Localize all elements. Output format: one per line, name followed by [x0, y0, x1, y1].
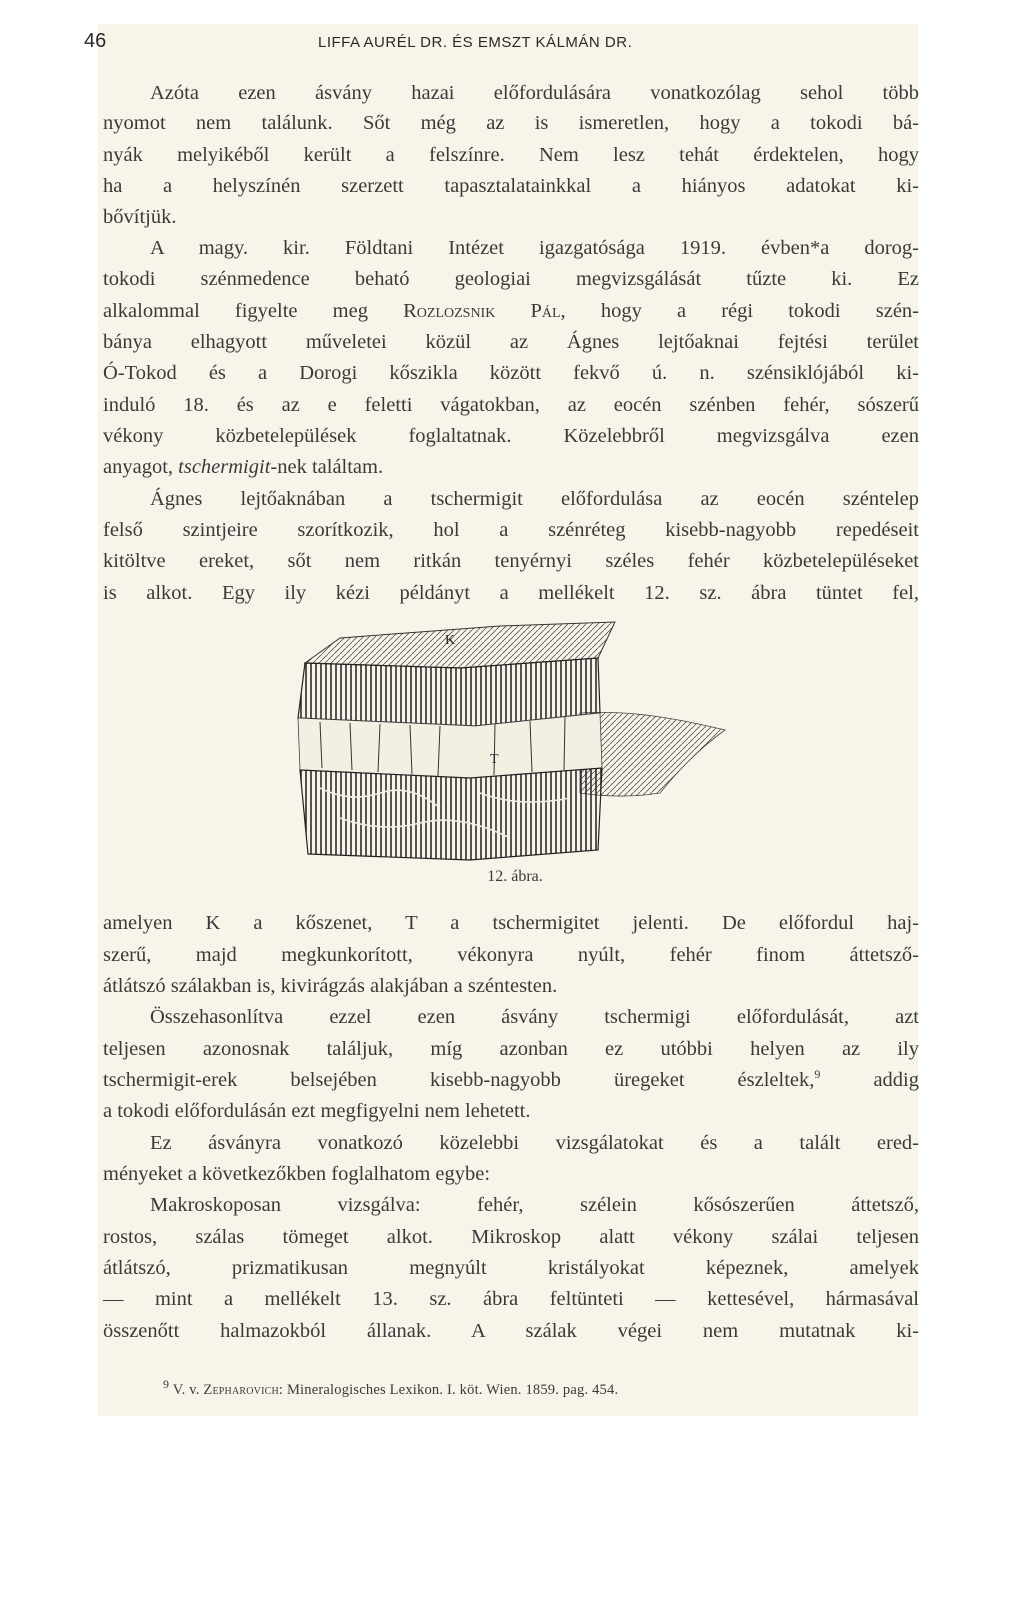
text-line: amelyen K a kőszenet, T a tschermigitet jelenti. De előfordul haj- — [103, 912, 919, 934]
text-span: anyagot, — [103, 456, 179, 478]
text-line: — mint a mellékelt 13. sz. ábra feltünteti — kettesével, hármasával — [103, 1288, 919, 1310]
text-span: , hogy a régi tokodi szén- — [560, 300, 919, 322]
text-line: nyák melyikéből került a felszínre. Nem lesz tehát érdektelen, hogy — [103, 144, 919, 166]
footnote-ref: 9 — [814, 1067, 821, 1082]
text-line — [103, 296, 919, 326]
text-line: a tokodi előfordulásán ezt megfigyelni nem lehetett. — [103, 1100, 531, 1122]
text-line: szerű, majd megkunkorított, vékonyra nyúlt, fehér finom áttetsző- — [103, 944, 919, 966]
text-span: tschermigit-erek belsejében kisebb-nagyobb üregeket észleltek, — [103, 1069, 815, 1091]
text-line: vékony közbetelepülések foglaltatnak. Közelebbről megvizsgálva ezen — [103, 425, 919, 447]
text-line: A magy. kir. Földtani Intézet igazgatósága 1919. évben*a dorog- — [150, 237, 919, 259]
text-line: Összehasonlítva ezzel ezen ásvány tschermigi előfordulását, azt — [150, 1006, 919, 1028]
page-number: 46 — [84, 30, 107, 52]
text-line: nyomot nem találunk. Sőt még az is ismeretlen, hogy a tokodi bá- — [103, 112, 919, 134]
footnote-text: : Mineralogisches Lexikon. I. köt. Wien. 1859. pag. 454. — [278, 1382, 619, 1398]
text-line: átlátszó, prizmatikusan megnyúlt kristályokat képeznek, amelyek — [103, 1257, 919, 1279]
text-span: addig — [820, 1069, 920, 1091]
text-line: átlátszó szálakban is, kivirágzás alakjában a széntesten. — [103, 975, 558, 997]
text-line: teljesen azonosnak találjuk, míg azonban ez utóbbi helyen az ily — [103, 1038, 919, 1060]
text-line: Ez ásványra vonatkozó közelebbi vizsgálatokat és a talált ered- — [150, 1132, 919, 1154]
footnote-marker: 9 — [163, 1377, 170, 1392]
figure-label-k: K — [445, 633, 456, 648]
footnote-author: Zepharovich — [203, 1382, 279, 1398]
running-head — [84, 30, 824, 54]
footnote — [163, 1377, 903, 1399]
footnote-text: V. v. — [169, 1382, 204, 1398]
figure-label-t: T — [490, 752, 499, 767]
text-line: Makroskoposan vizsgálva: fehér, szélein kősószerűen áttetsző, — [150, 1194, 919, 1216]
author-name: Rozlozsnik Pál — [403, 300, 561, 322]
text-span: alkalommal figyelte meg — [103, 300, 404, 322]
text-line: összenőtt halmazokból állanak. A szálak végei nem mutatnak ki- — [103, 1320, 919, 1342]
text-line: Azóta ezen ásvány hazai előfordulására vonatkozólag sehol több — [150, 82, 919, 104]
specimen-illustration — [280, 618, 740, 866]
text-line: felső szintjeire szorítkozik, hol a szénréteg kisebb-nagyobb repedéseit — [103, 519, 919, 541]
text-line: tokodi szénmedence beható geologiai megvizsgálását tűzte ki. Ez — [103, 268, 919, 290]
text-line: Ó-Tokod és a Dorogi kőszikla között fekvő ú. n. szénsiklójából ki- — [103, 362, 919, 384]
text-span: -nek találtam. — [270, 456, 384, 478]
text-line: kitöltve ereket, sőt nem ritkán tenyérnyi széles fehér közbetelepüléseket — [103, 550, 919, 572]
mineral-name: tschermigit — [178, 456, 271, 478]
figure-caption: 12. ábra. — [487, 868, 543, 885]
text-line — [103, 1065, 919, 1095]
text-line: rostos, szálas tömeget alkot. Mikroskop alatt vékony szálai teljesen — [103, 1226, 919, 1248]
text-line: bővítjük. — [103, 206, 177, 228]
running-title: LIFFA AURÉL DR. ÉS EMSZT KÁLMÁN DR. — [318, 34, 633, 51]
text-line: is alkot. Egy ily kézi példányt a mellékelt 12. sz. ábra tüntet fel, — [103, 582, 919, 604]
text-line — [103, 452, 919, 482]
text-line: ha a helyszínén szerzett tapasztalatainkkal a hiányos adatokat ki- — [103, 175, 919, 197]
text-line: induló 18. és az e feletti vágatokban, az eocén szénben fehér, sószerű — [103, 394, 919, 416]
text-line: Ágnes lejtőaknában a tschermigit előfordulása az eocén széntelep — [150, 488, 919, 510]
text-line: bánya elhagyott műveletei közül az Ágnes lejtőaknai fejtési terület — [103, 331, 919, 353]
text-line: ményeket a következőkben foglalhatom egybe: — [103, 1163, 491, 1185]
